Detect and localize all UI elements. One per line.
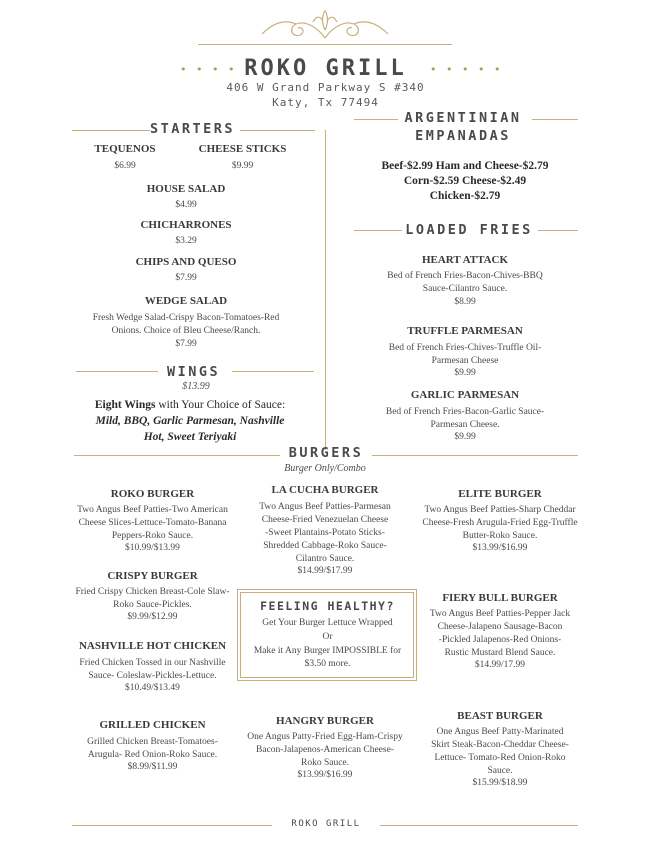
menu-item-name: LA CUCHA BURGER xyxy=(271,484,379,496)
healthy-line-4: $3.50 more. xyxy=(304,659,351,669)
menu-item-name: HANGRY BURGER xyxy=(276,715,374,727)
menu-item-desc: Skirt Steak-Bacon-Cheddar Cheese- xyxy=(431,740,569,750)
menu-item-desc: Cheese-Jalapeno Sausage-Bacon xyxy=(437,622,563,632)
menu-item-desc: Roko Sauce. xyxy=(300,758,350,768)
fries-rule-left xyxy=(354,230,402,231)
wings-count: Eight Wings xyxy=(94,399,156,411)
menu-item-desc: Peppers-Roko Sauce. xyxy=(111,531,194,541)
wings-title: WINGS xyxy=(167,364,221,380)
menu-item-desc: -Sweet Plantains-Potato Sticks- xyxy=(265,528,385,538)
menu-item-price: $4.99 xyxy=(175,200,197,210)
menu-item-desc: Cheese-Fried Venezuelan Cheese xyxy=(261,515,389,525)
footer-rule-right xyxy=(380,825,578,826)
menu-item-price: $3.29 xyxy=(175,236,197,246)
menu-item-price: $14.99/$17.99 xyxy=(297,566,353,576)
wings-rule-left xyxy=(76,371,158,372)
menu-item-price: $8.99/$11.99 xyxy=(127,762,178,772)
burgers-title: BURGERS xyxy=(288,445,364,461)
menu-item-desc: One Angus Patty-Fried Egg-Ham-Crispy xyxy=(247,732,403,742)
starters-rule-left xyxy=(72,130,150,131)
menu-item-name: CHICHARRONES xyxy=(140,219,232,231)
menu-item-desc: Cheese Slices-Lettuce-Tomato-Banana xyxy=(78,518,227,528)
menu-item-price: $9.99 xyxy=(231,161,254,171)
menu-item-desc: One Angus Beef Patty-Marinated xyxy=(436,727,564,737)
menu-item-desc: Fried Crispy Chicken Breast-Cole Slaw- xyxy=(75,587,230,597)
menu-item-desc: Bed of French Fries-Bacon-Garlic Sauce- xyxy=(385,407,545,417)
empanadas-rule-right xyxy=(532,119,578,120)
menu-item-name: ELITE BURGER xyxy=(458,488,542,500)
footer-rule-left xyxy=(72,825,272,826)
empanadas-rule-left xyxy=(354,119,398,120)
menu-item-price: $9.99 xyxy=(454,368,476,378)
menu-item-name: FIERY BULL BURGER xyxy=(442,592,558,604)
restaurant-name: ROKO GRILL xyxy=(244,56,407,81)
healthy-line-3: Make it Any Burger IMPOSSIBLE for xyxy=(253,646,402,656)
menu-item-desc: Bed of French Fries-Chives-Truffle Oil- xyxy=(388,343,542,353)
footer-brand: ROKO GRILL xyxy=(291,819,361,829)
menu-item-price: $6.99 xyxy=(114,161,136,171)
menu-item-desc: Two Angus Beef Patties-Pepper Jack xyxy=(429,609,571,619)
menu-item-price: $9.99/$12.99 xyxy=(127,612,178,622)
menu-item-desc: Two Angus Beef Patties-Two American xyxy=(77,505,228,515)
menu-item-name: CHEESE STICKS xyxy=(198,143,287,155)
burgers-subtitle: Burger Only/Combo xyxy=(284,463,366,474)
menu-item-name: TEQUENOS xyxy=(94,143,156,155)
menu-item-price: $7.99 xyxy=(175,339,197,349)
header-dots-right: • • • • • xyxy=(430,63,504,76)
menu-item-price: $10.49/$13.49 xyxy=(125,683,180,693)
menu-item-price: $13.99/$16.99 xyxy=(472,543,528,553)
menu-item-name: CHIPS AND QUESO xyxy=(135,256,237,268)
wings-sauces-2: Hot, Sweet Teriyaki xyxy=(143,431,237,443)
menu-item-desc: Sauce- Coleslaw-Pickles-Lettuce. xyxy=(88,671,217,681)
menu-item-desc: Fresh Wedge Salad-Crispy Bacon-Tomatoes-Red xyxy=(92,313,280,323)
burgers-rule-left xyxy=(74,455,280,456)
menu-item-desc: Bacon-Jalapenos-American Cheese- xyxy=(256,745,394,755)
menu-item-name: TRUFFLE PARMESAN xyxy=(407,325,523,337)
menu-item-desc: Two Angus Beef Patties-Sharp Cheddar xyxy=(424,505,576,515)
empanadas-title-1: ARGENTINIAN xyxy=(404,110,522,126)
menu-item-desc: Arugula- Red Onion-Roko Sauce. xyxy=(87,750,218,760)
menu-item-desc: Bed of French Fries-Bacon-Chives-BBQ xyxy=(387,271,543,281)
menu-item-desc: Lettuce- Tomato-Red Onion-Roko xyxy=(434,753,566,763)
menu-item-price: $7.99 xyxy=(175,273,197,283)
starters-rule-right xyxy=(240,130,315,131)
menu-item-desc: Parmesan Cheese xyxy=(431,356,499,366)
menu-item-desc: Butter-Roko Sauce. xyxy=(462,531,538,541)
address-line-1: 406 W Grand Parkway S #340 xyxy=(226,81,425,94)
menu-item-price: $13.99/$16.99 xyxy=(297,770,353,780)
menu-item-desc: Shredded Cabbage-Roko Sauce- xyxy=(263,541,387,551)
menu-item-desc: Onions. Choice of Bleu Cheese/Ranch. xyxy=(111,326,261,336)
empanadas-title-2: EMPANADAS xyxy=(415,128,511,144)
wings-price: $13.99 xyxy=(182,381,210,392)
menu-item-name: NASHVILLE HOT CHICKEN xyxy=(78,640,227,652)
menu-item-name: BEAST BURGER xyxy=(457,710,543,722)
empanadas-line-3: Chicken-$2.79 xyxy=(429,190,501,202)
menu-item-desc: Sauce-Cilantro Sauce. xyxy=(422,284,508,294)
healthy-line-1: Get Your Burger Lettuce Wrapped xyxy=(262,618,393,628)
menu-item-name: GRILLED CHICKEN xyxy=(99,719,206,731)
menu-item-desc: Roko Sauce-Pickles. xyxy=(113,600,192,610)
menu-item-name: WEDGE SALAD xyxy=(144,295,228,307)
menu-item-name: GARLIC PARMESAN xyxy=(410,389,520,401)
menu-item-desc: Sauce. xyxy=(487,766,513,776)
menu-item-desc: Cilantro Sauce. xyxy=(295,554,355,564)
fries-title: LOADED FRIES xyxy=(405,222,533,238)
menu-item-desc: Fried Chicken Tossed in our Nashville xyxy=(79,658,226,668)
fries-rule-right xyxy=(538,230,578,231)
header-rule xyxy=(198,44,452,45)
menu-item-desc: Grilled Chicken Breast-Tomatoes- xyxy=(87,737,218,747)
menu-item-price: $10.99/$13.99 xyxy=(125,543,180,553)
wings-line-1 xyxy=(62,397,318,413)
healthy-line-2: Or xyxy=(322,632,333,642)
address-line-2: Katy, Tx 77494 xyxy=(272,96,379,109)
header-dots-left: • • • • • xyxy=(180,63,254,76)
empanadas-line-1: Beef-$2.99 Ham and Cheese-$2.79 xyxy=(381,160,549,172)
menu-item-name: HOUSE SALAD xyxy=(146,183,226,195)
menu-item-desc: Parmesan Cheese. xyxy=(430,420,500,430)
empanadas-line-2: Corn-$2.59 Cheese-$2.49 xyxy=(403,175,527,187)
menu-item-name: HEART ATTACK xyxy=(421,254,509,266)
column-divider xyxy=(325,130,326,450)
menu-item-price: $14.99/17.99 xyxy=(474,660,526,670)
menu-item-desc: Two Angus Beef Patties-Parmesan xyxy=(259,502,391,512)
healthy-title: FEELING HEALTHY? xyxy=(260,599,395,613)
menu-item-desc: -Pickled Jalapenos-Red Onions- xyxy=(438,635,562,645)
wings-line-1-rest: with Your Choice of Sauce: xyxy=(155,399,286,411)
wings-rule-right xyxy=(232,371,314,372)
menu-item-price: $15.99/$18.99 xyxy=(472,778,528,788)
menu-item-price: $8.99 xyxy=(454,297,476,307)
menu-item-desc: Rustic Mustard Blend Sauce. xyxy=(444,648,556,658)
flourish-ornament-icon xyxy=(258,8,393,42)
menu-item-name: ROKO BURGER xyxy=(110,488,195,500)
menu-item-name: CRISPY BURGER xyxy=(107,570,198,582)
burgers-rule-right xyxy=(372,455,578,456)
starters-title: STARTERS xyxy=(150,121,236,137)
menu-item-price: $9.99 xyxy=(454,432,476,442)
menu-item-desc: Cheese-Fresh Arugula-Fried Egg-Truffle xyxy=(422,518,578,528)
wings-sauces-1: Mild, BBQ, Garlic Parmesan, Nashville xyxy=(95,415,285,427)
